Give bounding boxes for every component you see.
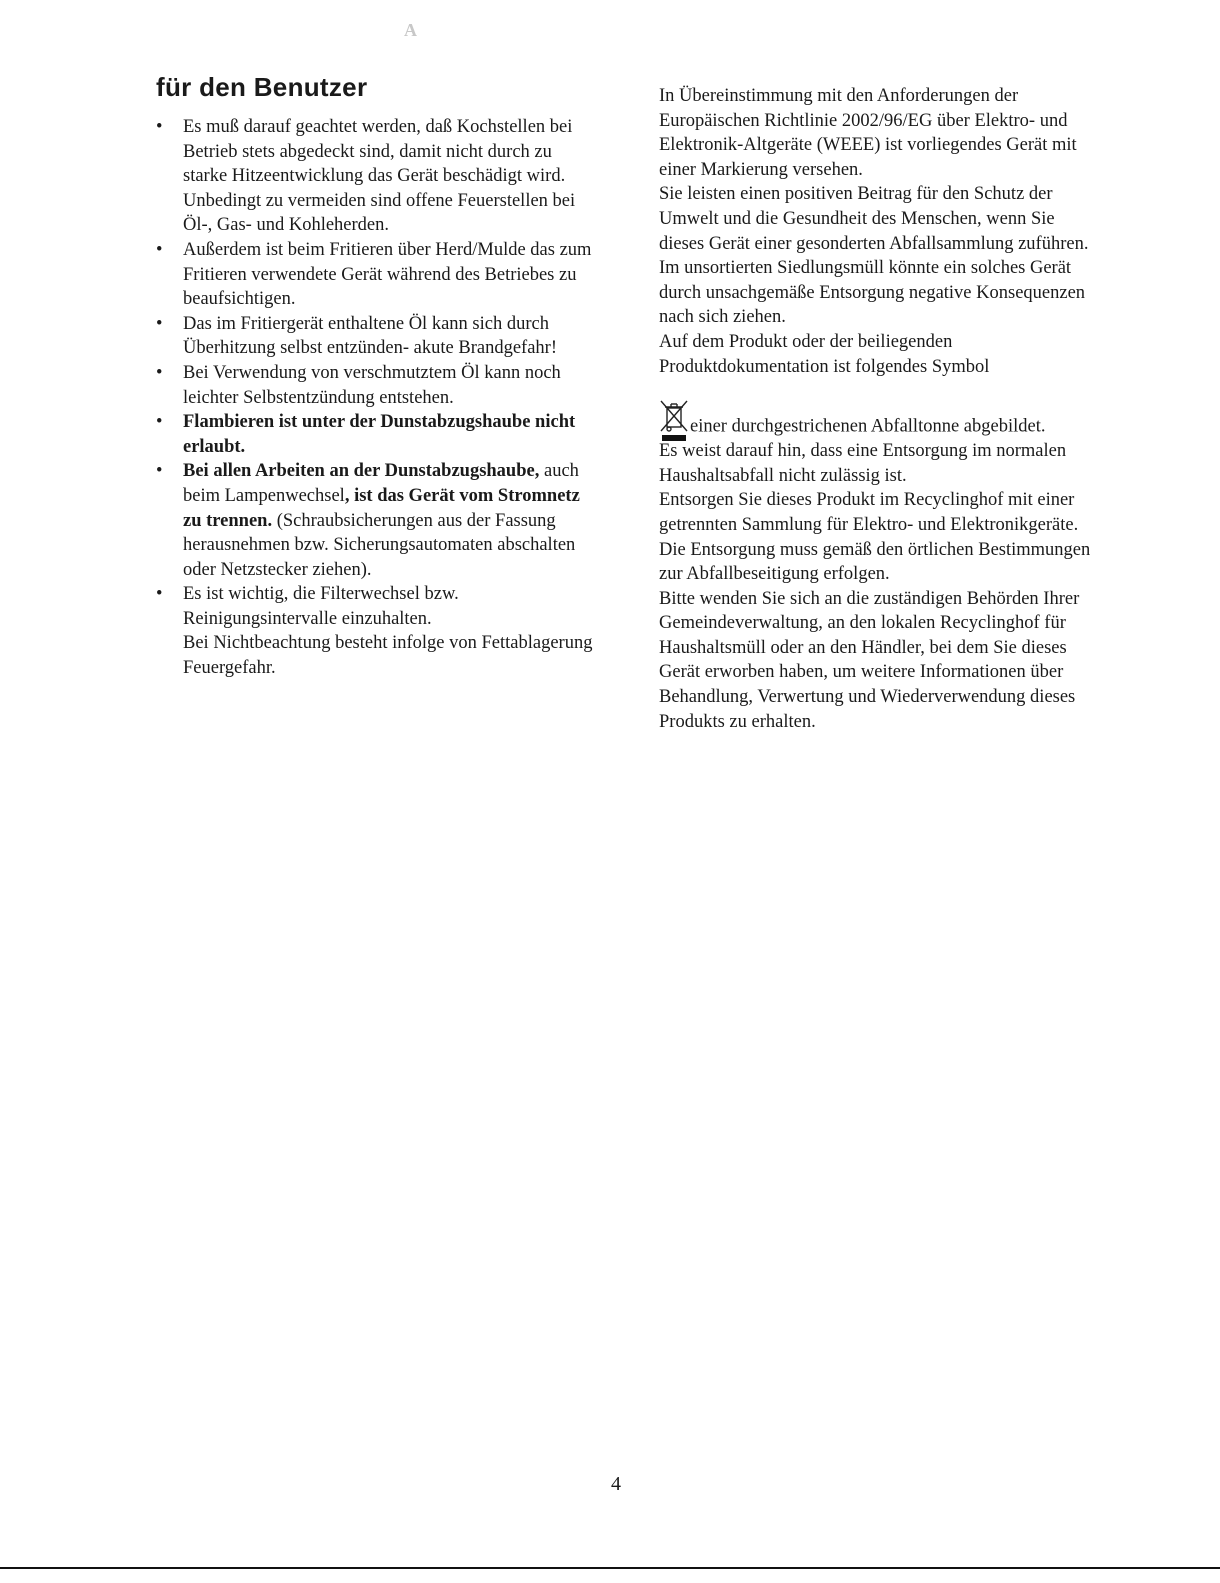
weee-paragraph: Es weist darauf hin, dass eine Entsorgung im normalen Haushaltsabfall nicht zulässig ist.	[659, 441, 1067, 486]
weee-paragraph: Die Entsorgung muss gemäß den örtlichen Bestimmungen zur Abfallbeseitigung erfolgen.	[659, 539, 1091, 585]
weee-paragraph: In Übereinstimmung mit den Anforderungen der Europäischen Richtlinie 2002/96/EG über Elektro- und Elektronik-Altgeräte (WEEE) ist vorliegendes Gerät mit einer Markierung versehen.	[659, 86, 1077, 180]
list-item: • Bei allen Arbeiten an der Dunstabzugshaube, auch beim Lampenwechsel, ist das Gerät vom Stromnetz zu trennen. (Schraubsicherungen aus der Fassung herausnehmen bzw. Sicherungsautomaten abschalten oder Netzstecker ziehen).	[156, 459, 596, 582]
power-warning-lead: Bei allen Arbeiten an der Dunstabzugshaube,	[183, 461, 540, 482]
list-item: • Das im Fritiergerät enthaltene Öl kann sich durch Überhitzung selbst entzünden- akute Brandgefahr!	[156, 312, 596, 361]
weee-paragraph: Entsorgen Sie dieses Produkt im Recyclinghof mit einer getrennten Sammlung für Elektro- und Elektronikgeräte.	[659, 490, 1079, 535]
crossed-out-wheelie-bin-icon	[659, 399, 689, 443]
weee-paragraph: Bitte wenden Sie sich an die zuständigen Behörden Ihrer Gemeindeverwaltung, an den lokalen Recyclinghof für Haushaltsmüll oder an den Händler, bei dem Sie dieses Gerät erworben haben, um weitere Informationen über Behandlung, Verwertung und Wiederverwendung dieses Produkts zu erhalten.	[659, 588, 1080, 732]
section-title: für den Benutzer	[156, 72, 368, 102]
page-bottom-divider	[0, 1567, 1220, 1569]
symbol-line	[659, 379, 1099, 439]
header-mark: A	[404, 20, 417, 40]
list-item: • Außerdem ist beim Fritieren über Herd/Mulde das zum Fritieren verwendete Gerät während des Betriebes zu beaufsichtigen.	[156, 238, 596, 312]
list-item	[156, 410, 596, 459]
symbol-caption: einer durchgestrichenen Abfalltonne abgebildet.	[690, 416, 1046, 437]
page-number: 4	[611, 1473, 621, 1495]
list-item: • Bei Verwendung von verschmutztem Öl kann noch leichter Selbstentzündung entstehen.	[156, 361, 596, 410]
weee-paragraph: Sie leisten einen positiven Beitrag für den Schutz der Umwelt und die Gesundheit des Menschen, wenn Sie dieses Gerät einer gesonderten Abfallsammlung zuführen. Im unsortierten Siedlungsmüll könnte ein solches Gerät durch unsachgemäße Entsorgung negative Konsequenzen nach sich ziehen.	[659, 184, 1089, 328]
user-safety-column	[156, 72, 596, 681]
weee-disposal-column	[659, 84, 1099, 734]
safety-rules-list	[156, 115, 596, 681]
flambe-warning: Flambieren ist unter der Dunstabzugshaube nicht erlaubt.	[183, 412, 576, 457]
power-warning-main: , ist das Gerät vom Stromnetz zu trennen.	[183, 485, 580, 531]
weee-paragraph: Auf dem Produkt oder der beiliegenden Produktdokumentation ist folgendes Symbol	[659, 331, 990, 377]
list-item: • Es muß darauf geachtet werden, daß Kochstellen bei Betrieb stets abgedeckt sind, damit nicht durch zu starke Hitzeentwicklung das Gerät beschädigt wird. Unbedingt zu vermeiden sind offene Feuerstellen bei Öl-, Gas- und Kohleherden.	[156, 115, 596, 238]
list-item: • Es ist wichtig, die Filterwechsel bzw. Reinigungsintervalle einzuhalten. Bei Nichtbeachtung besteht infolge von Fettablagerung Feuergefahr.	[156, 582, 596, 680]
